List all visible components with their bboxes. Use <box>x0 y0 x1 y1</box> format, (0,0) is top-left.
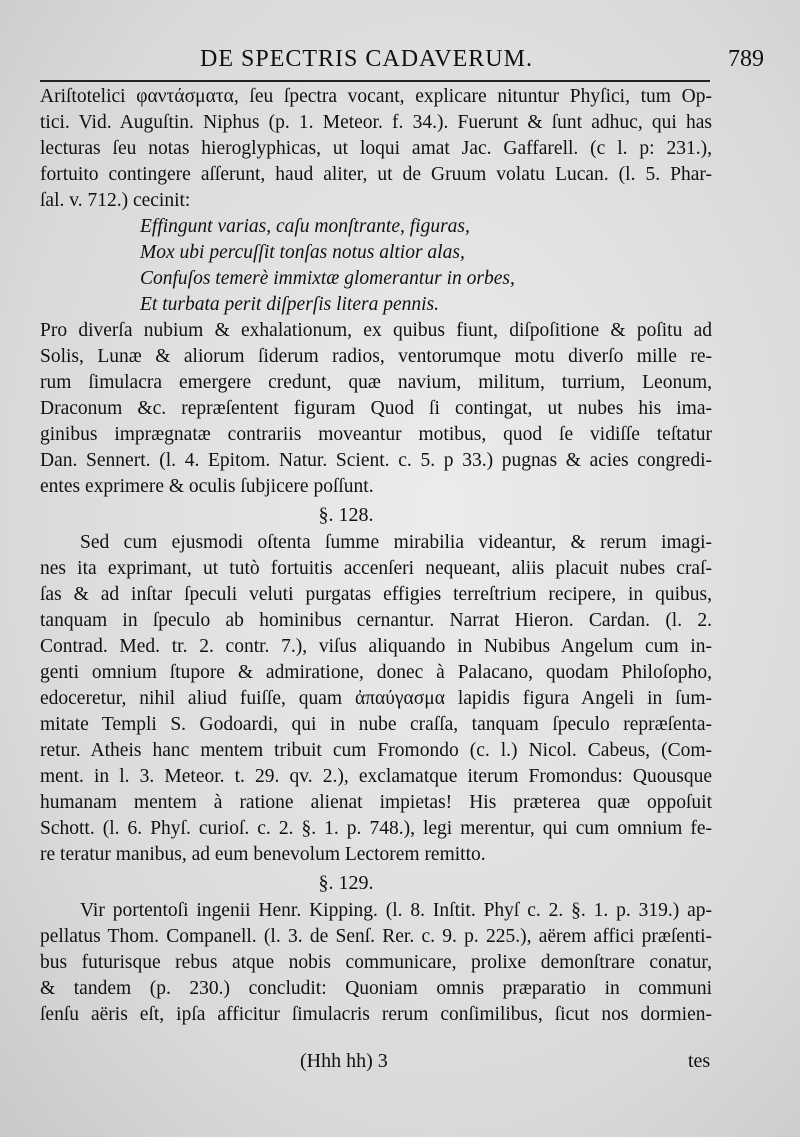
page-header <box>0 46 800 76</box>
text-line: retur. Atheis hanc mentem tribuit cum Fromondo (c. l.) Nicol. Cabeus, (Com- <box>40 740 712 761</box>
text-line: ſal. v. 712.) cecinit: <box>40 190 191 211</box>
verse-block <box>40 214 712 318</box>
text-line: Dan. Sennert. (l. 4. Epitom. Natur. Scient. c. 5. p 33.) pugnas & acies congredi- <box>40 450 712 471</box>
text-line: genti omnium ſtupore & admiratione, donec à Palacano, quodam Philoſopho, <box>40 662 712 683</box>
text-line: edoceretur, nihil aliud fuiſſe, quam ἀπαύγασμα lapidis figura Angeli in ſum- <box>40 688 712 709</box>
text-line: ſas & ad inſtar ſpeculi veluti purgatas effigies terreſtrium recipere, in quibus, <box>40 584 712 605</box>
text-line: Schott. (l. 6. Phyſ. curioſ. c. 2. §. 1. p. 748.), legi merentur, qui cum omnium fe- <box>40 818 712 839</box>
text-line: Contrad. Med. tr. 2. contr. 7.), viſus aliquando in Nubibus Angelum cum in- <box>40 636 712 657</box>
text-line: ment. in l. 3. Meteor. t. 29. qv. 2.), exclamatque iterum Fromondus: Quousque <box>40 766 712 787</box>
verse-line: Confuſos temerè immixtæ glomerantur in orbes, <box>140 268 515 289</box>
text-line: Pro diverſa nubium & exhalationum, ex quibus fiunt, diſpoſitione & poſitu ad <box>40 320 712 341</box>
paragraph-1 <box>40 84 712 214</box>
page-number: 789 <box>728 46 764 72</box>
text-line: Solis, Lunæ & aliorum ſiderum radios, ventorumque motu diverſo mille re- <box>40 346 712 367</box>
text-line: fortuito contingere aſſerunt, haud aliter, ut de Gruum volatu Lucan. (l. 5. Phar- <box>40 164 712 185</box>
text-line: bus futurisque rebus atque nobis communicare, prolixe demonſtrare conatur, <box>40 952 712 973</box>
section-heading-128: §. 128. <box>318 504 374 526</box>
catchword: tes <box>688 1050 711 1072</box>
text-line: Draconum &c. repræſentent figuram Quod ſi contingat, ut nubes his ima- <box>40 398 712 419</box>
verse-line: Mox ubi percuſſit tonſas notus altior alas, <box>140 242 465 263</box>
verse-line: Effingunt varias, caſu monſtrante, figuras, <box>140 216 470 237</box>
text-line: & tandem (p. 230.) concludit: Quoniam omnis præparatio in communi <box>40 978 712 999</box>
text-line: Sed cum ejusmodi oſtenta ſumme mirabilia videantur, & rerum imagi- <box>80 532 712 553</box>
text-line: lecturas ſeu notas hieroglyphicas, ut loqui amat Jac. Gaffarell. (c l. p: 231.), <box>40 138 712 159</box>
signature-mark: (Hhh hh) 3 <box>300 1050 388 1072</box>
text-line: re teratur manibus, ad eum benevolum Lectorem remitto. <box>40 844 486 865</box>
text-line: tanquam in ſpeculo ab hominibus cernantur. Narrat Hieron. Cardan. (l. 2. <box>40 610 712 631</box>
text-line: pellatus Thom. Companell. (l. 3. de Senſ. Rer. c. 9. p. 225.), aërem affici præſenti- <box>40 926 712 947</box>
paragraph-2 <box>40 318 712 500</box>
text-line: tici. Vid. Auguſtin. Niphus (p. 1. Meteor. f. 34.). Fuerunt & ſunt adhuc, qui has <box>40 112 712 133</box>
running-title: DE SPECTRIS CADAVERUM. <box>200 46 533 72</box>
paragraph-4 <box>40 898 712 1028</box>
text-line: Ariſtotelici φαντάσματα, ſeu ſpectra vocant, explicare nituntur Phyſici, tum Op- <box>40 86 712 107</box>
page-footer <box>0 1050 800 1080</box>
section-heading-129: §. 129. <box>318 872 374 894</box>
text-line: entes exprimere & oculis ſubjicere poſſunt. <box>40 476 374 497</box>
text-line: Vir portentoſi ingenii Henr. Kipping. (l. 8. Inſtit. Phyſ c. 2. §. 1. p. 319.) ap- <box>80 900 712 921</box>
text-line: ginibus imprægnatæ contrariis moveantur motibus, quod ſe vidiſſe teſtatur <box>40 424 712 445</box>
text-line: ſenſu aëris eſt, ipſa afficitur ſimulacris rerum conſimilibus, ſicut nos dormien- <box>40 1004 712 1025</box>
text-line: mitate Templi S. Godoardi, qui in nube craſſa, tanquam ſpeculo repræſenta- <box>40 714 712 735</box>
text-line: rum ſimulacra emergere credunt, quæ navium, militum, turrium, Leonum, <box>40 372 712 393</box>
text-line: nes ita exprimant, ut tutò fortuitis accenſeri nequeant, aliis placuit nubes craſ- <box>40 558 712 579</box>
paragraph-3 <box>40 530 712 868</box>
header-rule <box>40 80 710 82</box>
body-text <box>40 84 712 1028</box>
text-line: humanam mentem à ratione alienat impietas! His præterea quæ oppoſuit <box>40 792 712 813</box>
verse-line: Et turbata perit diſperſis litera pennis. <box>140 294 439 315</box>
